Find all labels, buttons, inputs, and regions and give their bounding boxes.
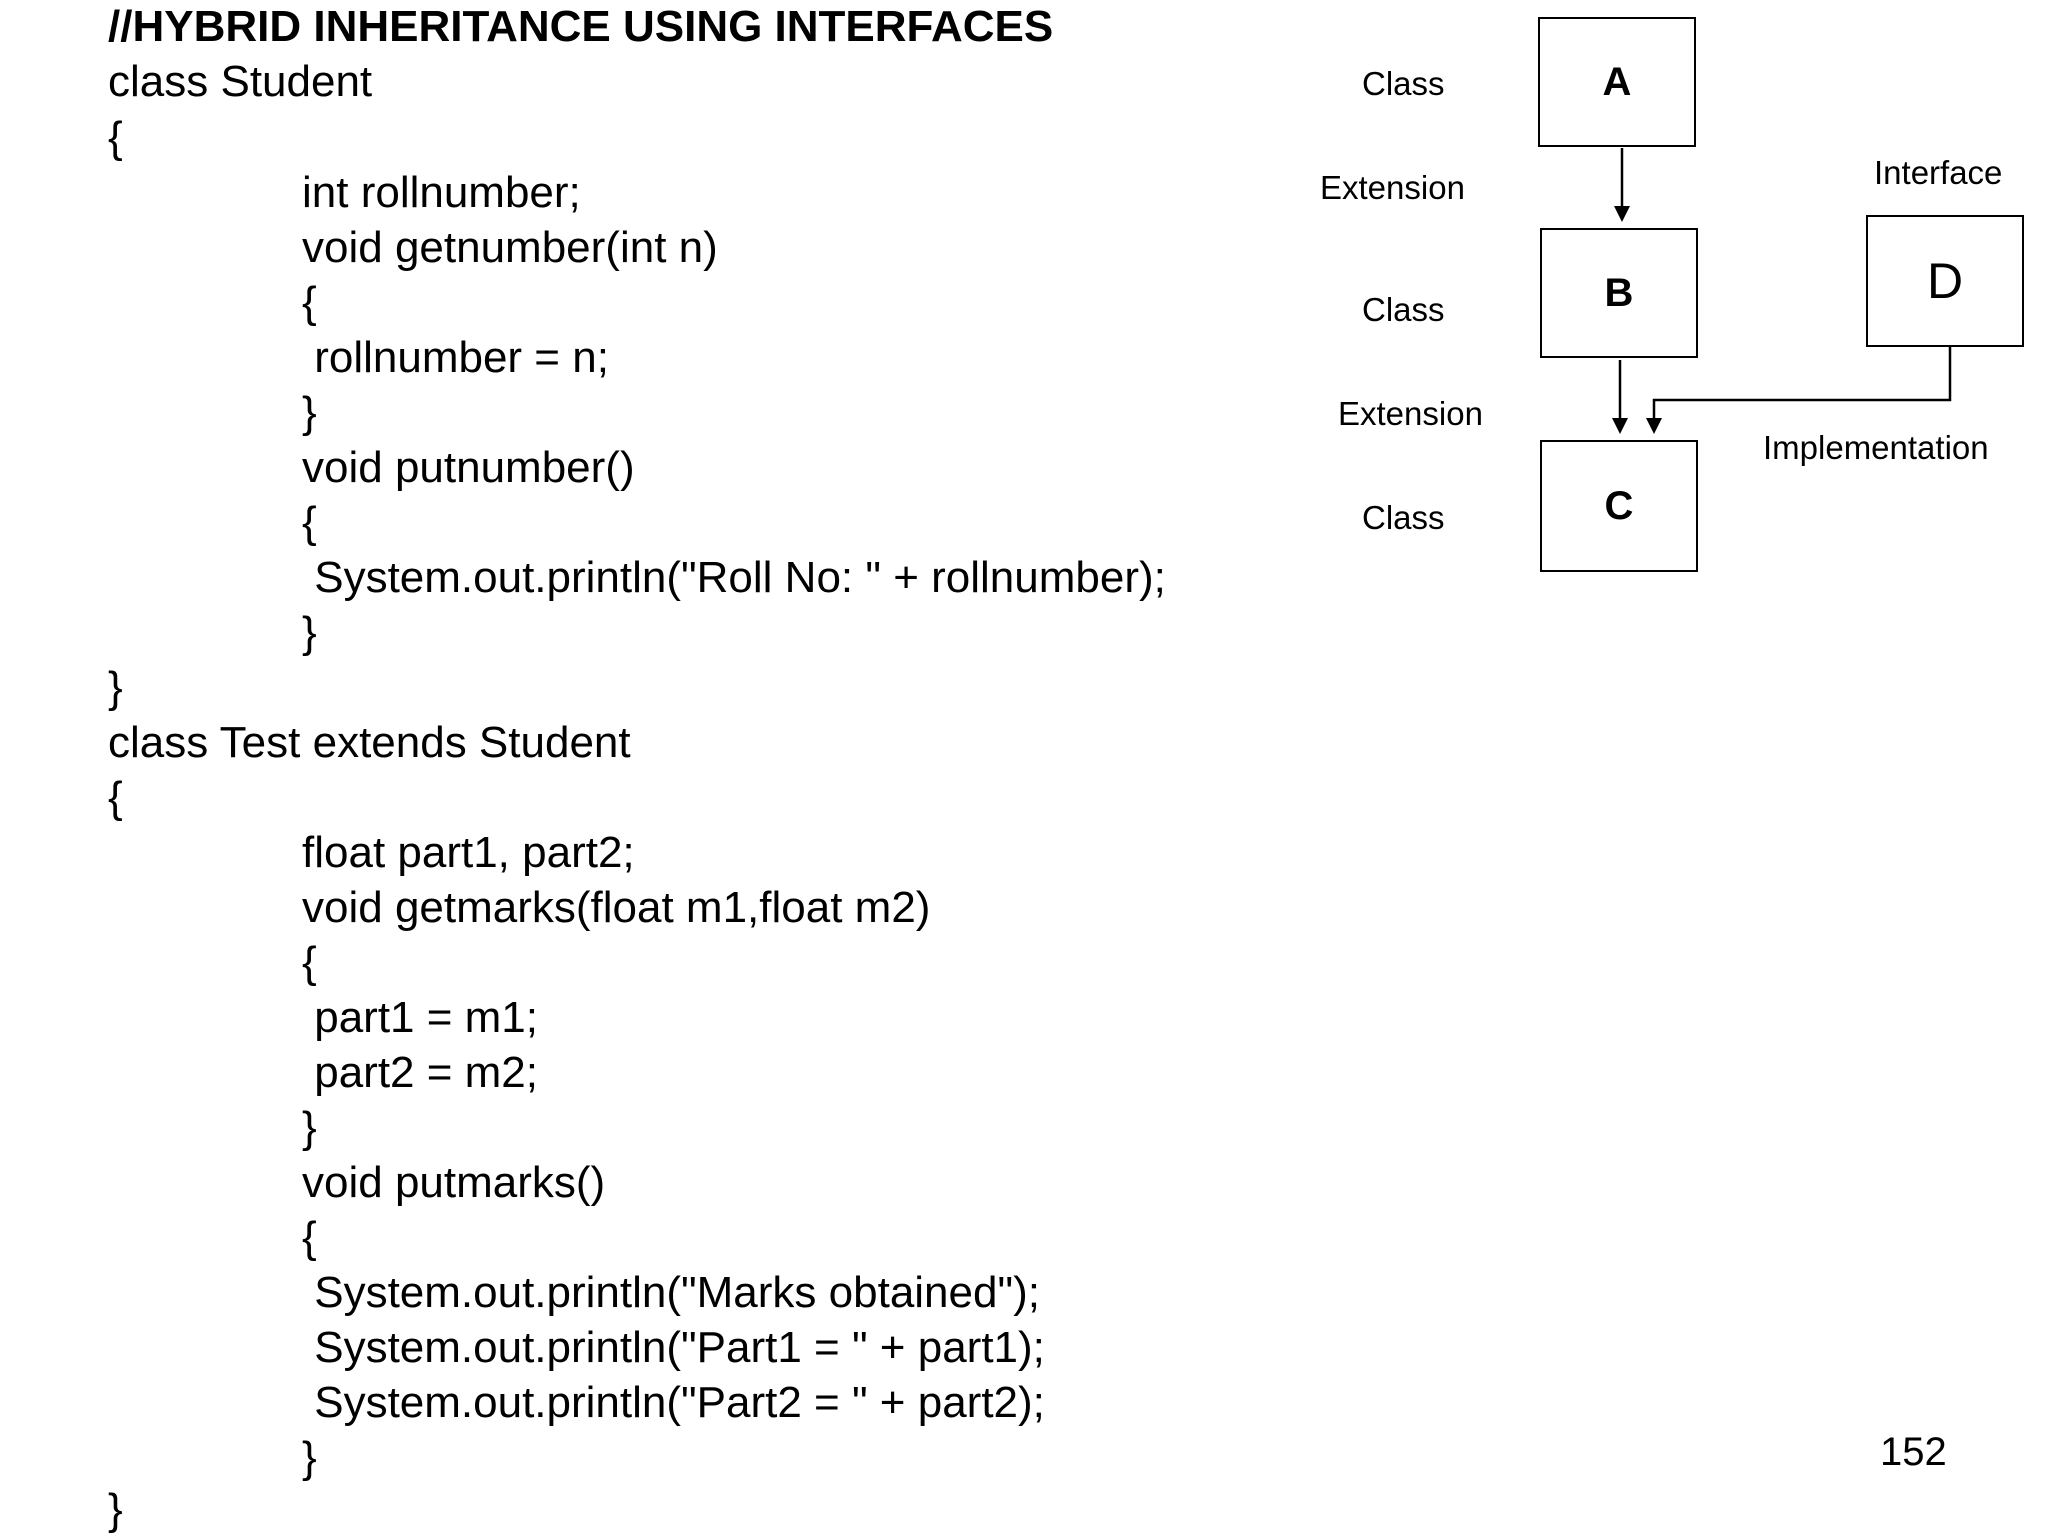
page-number: 152 (1880, 1430, 1947, 1474)
class-a-node-label: A (1602, 59, 1632, 104)
class-b-label: Class (1362, 291, 1445, 328)
extension-bc-label: Extension (1338, 395, 1483, 432)
interface-label: Interface (1874, 154, 2003, 191)
code-line: { (108, 113, 123, 162)
extension-ab-label: Extension (1320, 169, 1465, 206)
class-c-box (1540, 440, 1698, 572)
code-line: System.out.println("Part1 = " + part1); (302, 1323, 1045, 1372)
interface-d-box (1866, 215, 2024, 347)
code-line: void putnumber() (302, 443, 635, 492)
class-b-node-label: B (1604, 270, 1634, 315)
code-line: System.out.println("Marks obtained"); (302, 1268, 1040, 1317)
code-line: { (302, 498, 317, 547)
code-line: } (302, 1433, 317, 1482)
class-c-node-label: C (1604, 483, 1634, 528)
slide-title: //HYBRID INHERITANCE USING INTERFACES (108, 2, 1054, 51)
code-line: System.out.println("Part2 = " + part2); (302, 1378, 1045, 1427)
class-a-box (1538, 17, 1696, 147)
class-c-label: Class (1362, 499, 1445, 536)
interface-d-node-label: D (1926, 253, 1964, 309)
implementation-arrow-line (1654, 347, 1950, 420)
code-line: class Student (108, 57, 373, 106)
code-line: class Test extends Student (108, 718, 631, 767)
code-line: part1 = m1; (302, 993, 539, 1042)
extension-bc-arrowhead (1612, 418, 1628, 434)
implementation-label: Implementation (1763, 429, 1989, 466)
implementation-arrowhead (1646, 418, 1662, 434)
code-line: System.out.println("Roll No: " + rollnumber); (302, 553, 1166, 602)
code-line: } (108, 1485, 123, 1534)
code-line: } (302, 1103, 317, 1152)
extension-ab-arrowhead (1614, 206, 1630, 222)
class-b-box (1540, 228, 1698, 358)
code-line: float part1, part2; (302, 828, 635, 877)
code-line: { (302, 278, 317, 327)
code-line: int rollnumber; (302, 168, 581, 217)
code-line: } (302, 388, 317, 437)
code-line: } (108, 663, 123, 712)
code-line: { (302, 1213, 317, 1262)
code-line: { (108, 773, 123, 822)
code-line: part2 = m2; (302, 1048, 539, 1097)
class-a-label: Class (1362, 65, 1445, 102)
code-line: rollnumber = n; (302, 333, 609, 382)
code-line: { (302, 938, 317, 987)
code-line: void getnumber(int n) (302, 223, 718, 272)
code-line: void getmarks(float m1,float m2) (302, 883, 931, 932)
code-line: } (302, 608, 317, 657)
code-line: void putmarks() (302, 1158, 606, 1207)
